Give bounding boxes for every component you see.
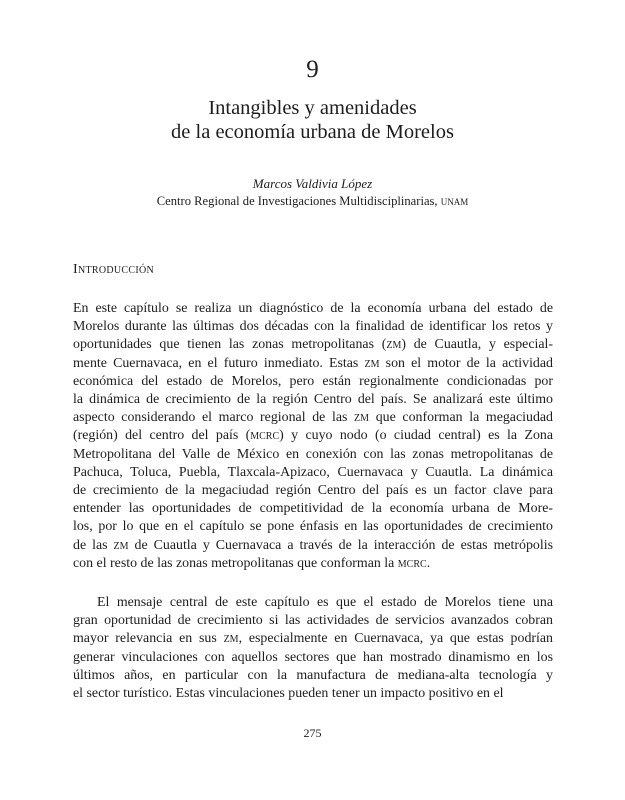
text-line: Metropolitana del Valle de México en conexión con las zonas metropolitanas de <box>73 446 553 462</box>
chapter-title <box>0 96 625 144</box>
paragraph-1 <box>73 300 553 573</box>
text-line: (región) del centro del país (mcrc) y cuyo nodo (o ciudad central) es la Zona <box>73 428 553 444</box>
author-affiliation <box>0 193 625 209</box>
text-line: de las zm de Cuautla y Cuernavaca a través de la interacción de estas metrópolis <box>73 537 553 553</box>
section-heading: Introducción <box>73 262 155 277</box>
chapter-number: 9 <box>306 56 319 83</box>
text-line: Morelos durante las últimas dos décadas con la finalidad de identificar los retos y <box>73 319 553 335</box>
paragraph-2 <box>73 594 553 703</box>
text-line: generar vinculaciones con aquellos sectores que han mostrado dinamismo en los <box>73 649 553 665</box>
text-line: mayor relevancia en sus zm, especialmente en Cuernavaca, ya que estas podrían <box>73 631 553 647</box>
text-line: Pachuca, Toluca, Puebla, Tlaxcala-Apizaco, Cuernavaca y Cuautla. La dinámica <box>73 464 553 480</box>
page-number: 275 <box>303 726 322 740</box>
text-line: mente Cuernavaca, en el futuro inmediato. Estas zm son el motor de la actividad <box>73 355 553 371</box>
text-line: con el resto de las zonas metropolitanas que conforman la mcrc. <box>73 555 431 571</box>
text-line: entender las oportunidades de competitividad de la economía urbana de More- <box>73 501 553 517</box>
text-line: gran oportunidad de crecimiento si las actividades de servicios avanzados cobran <box>73 613 553 629</box>
text-line: los, por lo que en el capítulo se pone énfasis en las oportunidades de crecimiento <box>73 519 553 535</box>
chapter-title-line-2: de la economía urbana de Morelos <box>171 121 454 143</box>
text-line: de crecimiento de la megaciudad región Centro del país es un factor clave para <box>73 483 553 499</box>
affiliation-text: Centro Regional de Investigaciones Multidisciplinarias, <box>156 194 438 208</box>
text-line: El mensaje central de este capítulo es que el estado de Morelos tiene una <box>97 595 553 610</box>
institution-acronym: unam <box>440 194 469 208</box>
chapter-title-line-1: Intangibles y amenidades <box>208 97 417 119</box>
text-line: En este capítulo se realiza un diagnóstico de la economía urbana del estado de <box>73 301 553 316</box>
text-line: aspecto considerando el marco regional de las zm que conforman la megaciudad <box>73 410 553 426</box>
text-line: económica del estado de Morelos, pero están regionalmente condicionadas por <box>73 373 553 389</box>
text-line: oportunidades que tienen las zonas metropolitanas (zm) de Cuautla, y especial- <box>73 337 553 353</box>
text-line: el sector turístico. Estas vinculaciones pueden tener un impacto positivo en el <box>73 686 504 702</box>
text-line: la dinámica de crecimiento de la región Centro del país. Se analizará este último <box>73 392 553 408</box>
text-line: últimos años, en particular con la manufactura de mediana-alta tecnología y <box>73 667 553 683</box>
author-name: Marcos Valdivia López <box>252 176 373 191</box>
